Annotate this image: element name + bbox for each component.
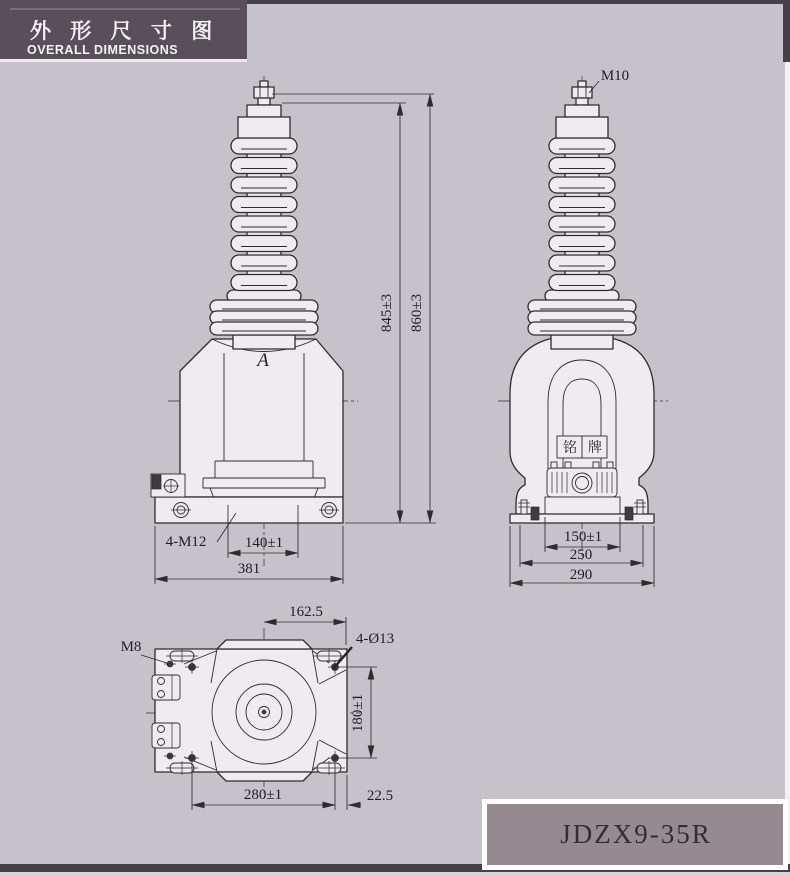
side-shed [231,177,297,193]
side-shed [231,275,297,291]
dim-22: 22.5 [366,788,394,804]
dim-860: 860±3 [409,293,425,333]
dim-140: 140±1 [244,535,284,551]
plan-center-dot [262,710,266,714]
title-en: OVERALL DIMENSIONS [27,43,179,57]
side-insulator-neck [233,335,295,349]
title-block-bottom-edge [0,59,247,62]
title-zh: 外 形 尺 寸 图 [30,19,219,43]
side-shed [231,197,297,213]
side-shed [231,216,297,232]
side-bell-shed [210,322,318,335]
front-shed [549,138,615,154]
dim-381: 381 [237,561,261,577]
label-m10: M10 [600,68,630,84]
dim-845: 845±3 [379,293,395,333]
nameplate-right-char: 牌 [588,440,602,456]
front-shed [549,216,615,232]
side-shed [231,138,297,154]
front-shed [549,275,615,291]
section-label-a: A [257,350,269,371]
plan-left-tab [152,675,180,700]
dim-280: 280±1 [243,787,283,803]
dim-162: 162.5 [289,604,323,620]
dim-180: 180±1 [350,693,366,733]
model-label: JDZX9-35R [560,819,712,849]
front-shed [549,158,615,174]
dim-150: 150±1 [563,529,603,545]
front-shed [549,177,615,193]
front-shed [549,255,615,271]
nameplate [557,436,607,458]
nameplate-left-char: 铭 [563,440,577,456]
model-block [482,799,788,870]
front-insulator-neck [551,335,613,349]
frame-right-white [785,0,790,875]
plan-left-tab [152,723,180,748]
dim-290: 290 [569,567,593,583]
side-shed [231,158,297,174]
frame-right-dark [783,0,790,62]
dim-250: 250 [569,547,593,563]
front-pedestal [545,497,620,514]
title-block [0,0,247,62]
label-4-m12: 4-M12 [165,534,207,550]
side-mounting-bracket [151,474,185,497]
plan-top-boss [217,640,312,649]
front-shed [549,236,615,252]
front-shed [549,197,615,213]
front-bell-shed [528,322,636,335]
side-shed [231,255,297,271]
label-4-d13: 4-Ø13 [355,631,395,647]
side-shed [231,236,297,252]
plan-bottom-boss [217,772,312,781]
label-m8: M8 [120,639,142,655]
